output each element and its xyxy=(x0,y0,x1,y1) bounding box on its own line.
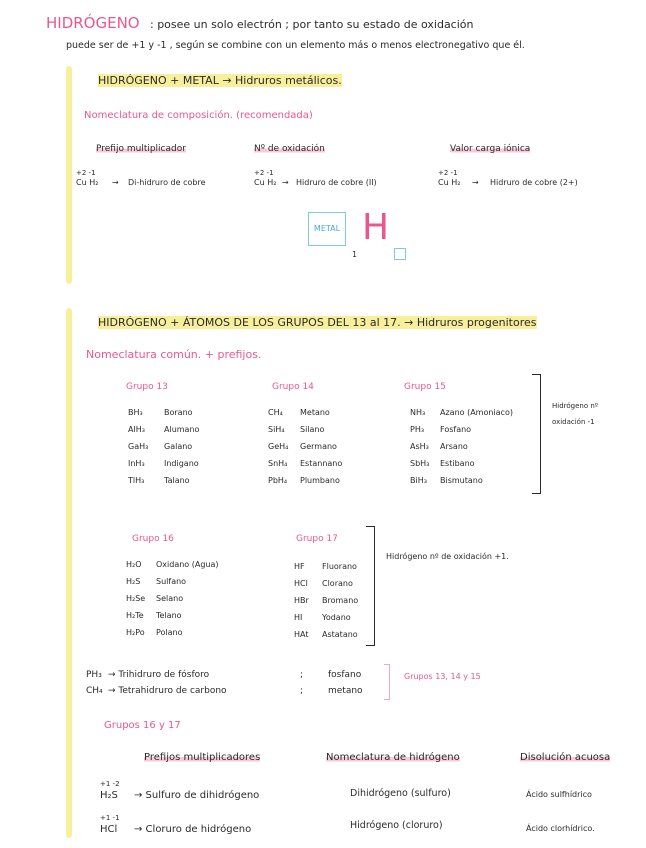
col-label-oxidacion: Nº de oxidación xyxy=(254,144,325,154)
list-item: Bromano xyxy=(322,596,359,605)
list-item: Yodano xyxy=(322,613,351,622)
col-label-prefijo: Prefijo multiplicador xyxy=(96,144,186,154)
list-item: HCl xyxy=(294,579,308,588)
bracket-examples xyxy=(384,664,390,700)
list-item: H₂Po xyxy=(126,628,145,637)
list-item: H₂S xyxy=(126,577,141,586)
table-header-disolucion: Disolución acuosa xyxy=(520,752,611,763)
list-item: Sulfano xyxy=(156,577,187,586)
list-item: HF xyxy=(294,562,305,571)
group15-title: Grupo 15 xyxy=(404,382,446,392)
section2-heading: HIDRÓGENO + ÁTOMOS DE LOS GRUPOS DEL 13 al 17. → Hidruros progenitores xyxy=(98,316,537,329)
group16-title: Grupo 16 xyxy=(132,534,174,544)
list-item: Clorano xyxy=(322,579,353,588)
example-1-name: Di-hidruro de cobre xyxy=(128,178,206,187)
metal-subscript: 1 xyxy=(352,250,358,259)
list-item: Polano xyxy=(156,628,183,637)
list-item: Bismutano xyxy=(440,476,483,485)
section1-bar xyxy=(66,66,72,284)
charges-3: +2 -1 xyxy=(438,169,458,177)
table-row-2-formula: HCl xyxy=(100,824,118,835)
list-item: Selano xyxy=(156,594,184,603)
list-item: Silano xyxy=(300,425,325,434)
list-item: Borano xyxy=(164,408,193,417)
example-ph3-name: → Trihidruro de fósforo xyxy=(108,670,210,680)
intro-line-2: puede ser de +1 y -1 , según se combine con un elemento más o menos electronegativo que él. xyxy=(66,40,525,51)
note-oxidation-minus1-line2: oxidación -1 xyxy=(552,418,595,426)
list-item: HBr xyxy=(294,596,309,605)
list-item: Arsano xyxy=(440,442,468,451)
list-item: TlH₃ xyxy=(128,476,145,485)
list-item: Oxidano (Agua) xyxy=(156,560,219,569)
example-ch4-name: → Tetrahidruro de carbono xyxy=(108,686,227,696)
section1-heading: HIDRÓGENO + METAL → Hidruros metálicos. xyxy=(98,74,342,87)
example-2-arrow: → xyxy=(282,178,289,187)
list-item: Alumano xyxy=(164,425,200,434)
example-ch4-formula: CH₄ xyxy=(86,686,103,696)
example-3-name: Hidruro de cobre (2+) xyxy=(490,178,578,187)
hydrogen-symbol: H xyxy=(362,207,390,248)
section2-subheading: Nomeclatura común. + prefijos. xyxy=(86,348,262,361)
list-item: CH₄ xyxy=(268,408,283,417)
list-item: Fluorano xyxy=(322,562,357,571)
list-item: GaH₃ xyxy=(128,442,149,451)
table-row-2-aq: Ácido clorhídrico. xyxy=(526,824,595,833)
examples-note: Grupos 13, 14 y 15 xyxy=(404,672,481,681)
list-item: HI xyxy=(294,613,303,622)
list-item: Indigano xyxy=(164,459,199,468)
table-row-2-hyd: Hidrógeno (cloruro) xyxy=(350,820,443,831)
example-ch4-sep: ; xyxy=(300,686,304,696)
list-item: Telano xyxy=(156,611,182,620)
list-item: SbH₃ xyxy=(410,459,430,468)
list-item: Talano xyxy=(164,476,190,485)
table-header-hidrogeno: Nomeclatura de hidrógeno xyxy=(326,752,460,763)
list-item: H₂Te xyxy=(126,611,144,620)
list-item: Astatano xyxy=(322,630,358,639)
note-oxidation-minus1-line1: Hidrógeno nº xyxy=(552,402,599,410)
group13-title: Grupo 13 xyxy=(126,382,168,392)
list-item: BH₃ xyxy=(128,408,143,417)
example-ph3-sep: ; xyxy=(300,670,304,680)
example-1-arrow: → xyxy=(112,178,119,187)
table-row-1-charges: +1 -2 xyxy=(100,780,120,788)
group14-title: Grupo 14 xyxy=(272,382,314,392)
bracket-groups-13-15 xyxy=(532,374,541,494)
list-item: PbH₄ xyxy=(268,476,288,485)
list-item: GeH₄ xyxy=(268,442,289,451)
page-title: HIDRÓGENO xyxy=(46,14,140,32)
example-ph3-common: fosfano xyxy=(328,670,362,680)
col-label-carga: Valor carga iónica xyxy=(450,144,531,154)
list-item: Metano xyxy=(300,408,330,417)
example-1-formula: Cu H₂ xyxy=(76,178,99,187)
list-item: SnH₄ xyxy=(268,459,288,468)
list-item: Azano (Amoniaco) xyxy=(440,408,513,417)
table-header-prefijos: Prefijos multiplicadores xyxy=(144,752,261,763)
example-2-formula: Cu H₂ xyxy=(254,178,277,187)
list-item: PH₃ xyxy=(410,425,425,434)
list-item: Estibano xyxy=(440,459,475,468)
section2-bar xyxy=(66,308,72,838)
list-item: H₂Se xyxy=(126,594,146,603)
list-item: BiH₃ xyxy=(410,476,427,485)
intro-line-1: : posee un solo electrón ; por tanto su estado de oxidación xyxy=(150,18,474,31)
list-item: SiH₄ xyxy=(268,425,285,434)
table-row-2-charges: +1 -1 xyxy=(100,814,120,822)
table-row-1-aq: Ácido sulfhídrico xyxy=(526,790,592,799)
groups-16-17-subheading: Grupos 16 y 17 xyxy=(104,720,181,731)
metal-box: METAL xyxy=(308,212,346,246)
section1-subheading: Nomeclatura de composición. (recomendada) xyxy=(84,110,313,121)
table-row-1-hyd: Dihidrógeno (sulfuro) xyxy=(350,788,451,799)
charges-1: +2 -1 xyxy=(76,169,96,177)
example-ph3-formula: PH₃ xyxy=(86,670,102,680)
example-3-formula: Cu H₂ xyxy=(438,178,461,187)
list-item: Estannano xyxy=(300,459,343,468)
list-item: InH₃ xyxy=(128,459,145,468)
list-item: HAt xyxy=(294,630,309,639)
bracket-groups-16-17 xyxy=(366,526,375,646)
list-item: Galano xyxy=(164,442,193,451)
list-item: Plumbano xyxy=(300,476,340,485)
list-item: AsH₃ xyxy=(410,442,429,451)
list-item: Germano xyxy=(300,442,337,451)
list-item: H₂O xyxy=(126,560,142,569)
example-3-arrow: → xyxy=(472,178,479,187)
table-row-1-prefix: → Sulfuro de dihidrógeno xyxy=(134,790,260,801)
list-item: NH₃ xyxy=(410,408,426,417)
hydrogen-subscript-box xyxy=(394,248,406,260)
table-row-1-formula: H₂S xyxy=(100,790,118,801)
example-ch4-common: metano xyxy=(328,686,363,696)
example-2-name: Hidruro de cobre (II) xyxy=(296,178,377,187)
table-row-2-prefix: → Cloruro de hidrógeno xyxy=(134,824,252,835)
list-item: Fosfano xyxy=(440,425,472,434)
charges-2: +2 -1 xyxy=(254,169,274,177)
group17-title: Grupo 17 xyxy=(296,534,338,544)
note-oxidation-plus1: Hidrógeno nº de oxidación +1. xyxy=(386,552,509,561)
list-item: AlH₃ xyxy=(128,425,145,434)
